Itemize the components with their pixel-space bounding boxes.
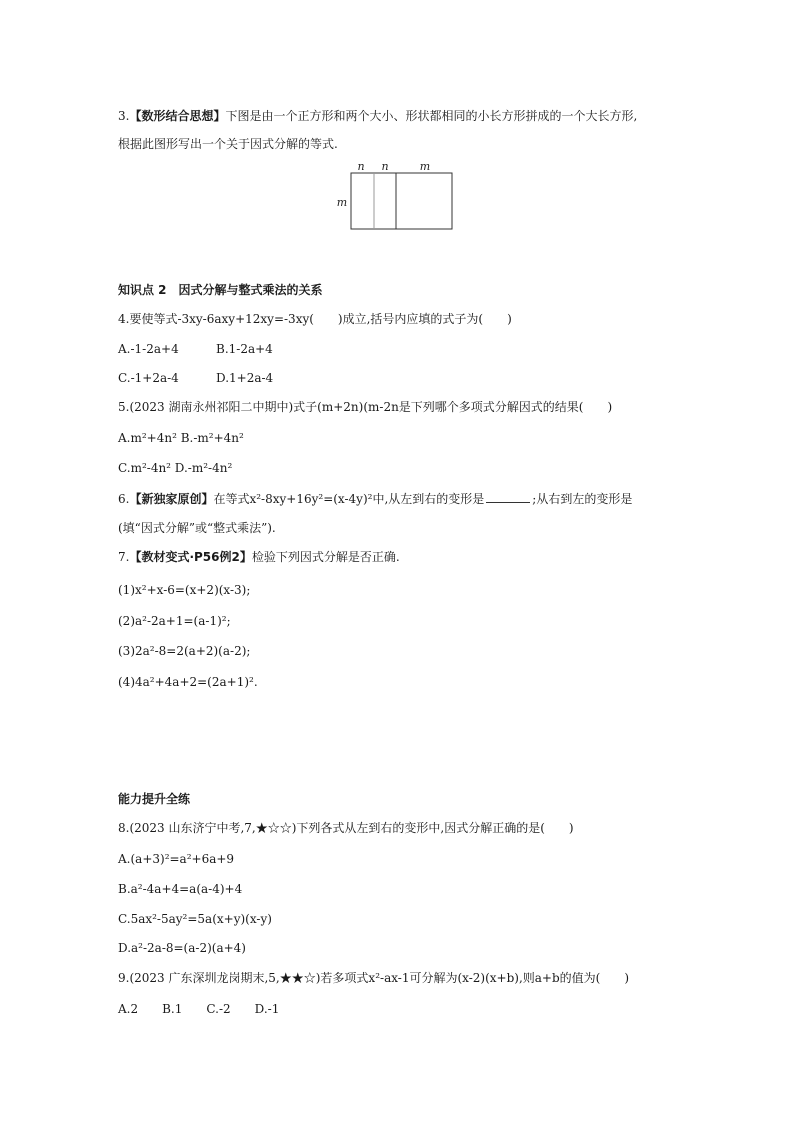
q7-item-1: (1)x²+x-6=(x+2)(x-3); [118,583,251,597]
q6-tag: 【新独家原创】 [129,492,214,506]
q3-tag: 【数形结合思想】 [129,109,226,123]
q6-number: 6. [118,492,130,506]
q8-stem: 8.(2023 山东济宁中考,7,★☆☆)下列各式从左到右的变形中,因式分解正确的是( ) [118,821,574,835]
q7-line [118,549,400,565]
q4-option-b: B.1-2a+4 [216,342,273,356]
q4-option-a: A.-1-2a+4 [118,342,179,356]
figure-label-m-left: m [336,196,348,209]
figure-label-n1: n [357,160,365,173]
q8-option-a: A.(a+3)²=a²+6a+9 [118,852,235,866]
q3-text-2: 根据此图形写出一个关于因式分解的等式. [118,137,338,151]
q4-options-row-2 [118,370,273,386]
q7-item-3: (3)2a²-8=2(a+2)(a-2); [118,644,251,658]
figure-label-n2: n [381,160,389,173]
q3-line-2 [118,136,338,152]
q7-tag: 【教材变式·P56例2】 [129,550,252,564]
q8-option-b: B.a²-4a+4=a(a-4)+4 [118,882,243,896]
q7-number: 7. [118,550,130,564]
q4-option-c: C.-1+2a-4 [118,371,179,385]
section-title-knowledge-2: 知识点 2 因式分解与整式乘法的关系 [118,283,323,297]
q5-stem: 5.(2023 湖南永州祁阳二中期中)式子(m+2n)(m-2n是下列哪个多项式分解因式的结果( ) [118,400,613,414]
q6-answer-blank[interactable] [486,490,530,503]
q6-text-after: ;从右到左的变形是 [532,492,633,506]
q3-text-1: 下图是由一个正方形和两个大小、形状都相同的小长方形拼成的一个大长方形, [225,109,638,123]
q3-line-1 [118,108,637,124]
q5-options-cd: C.m²-4n² D.-m²-4n² [118,461,233,475]
q3-number: 3. [118,109,130,123]
q4-option-d: D.1+2a-4 [216,371,274,385]
rectangle-figure [330,160,460,234]
section-title-ability: 能力提升全练 [118,792,191,806]
q4-options-row-1 [118,341,273,357]
q9-options: A.2 B.1 C.-2 D.-1 [118,1002,280,1016]
q6-line-1 [118,490,632,507]
figure-label-m-top: m [419,160,431,173]
q6-line-2: (填“因式分解”或“整式乘法”). [118,521,276,535]
q7-text: 检验下列因式分解是否正确. [251,550,400,564]
q8-option-c: C.5ax²-5ay²=5a(x+y)(x-y) [118,912,272,926]
q8-option-d: D.a²-2a-8=(a-2)(a+4) [118,941,246,955]
q9-stem: 9.(2023 广东深圳龙岗期末,5,★★☆)若多项式x²-ax-1可分解为(x-2)(x+b),则a+b的值为( ) [118,971,630,985]
q5-options-ab: A.m²+4n² B.-m²+4n² [118,431,244,445]
q4-stem: 4.要使等式-3xy-6axy+12xy=-3xy( )成立,括号内应填的式子为( ) [118,312,512,326]
q6-text-before: 在等式x²-8xy+16y²=(x-4y)²中,从左到右的变形是 [213,492,485,506]
q7-item-4: (4)4a²+4a+2=(2a+1)². [118,675,258,689]
figure-outer-rect [351,173,452,229]
q7-item-2: (2)a²-2a+1=(a-1)²; [118,614,231,628]
